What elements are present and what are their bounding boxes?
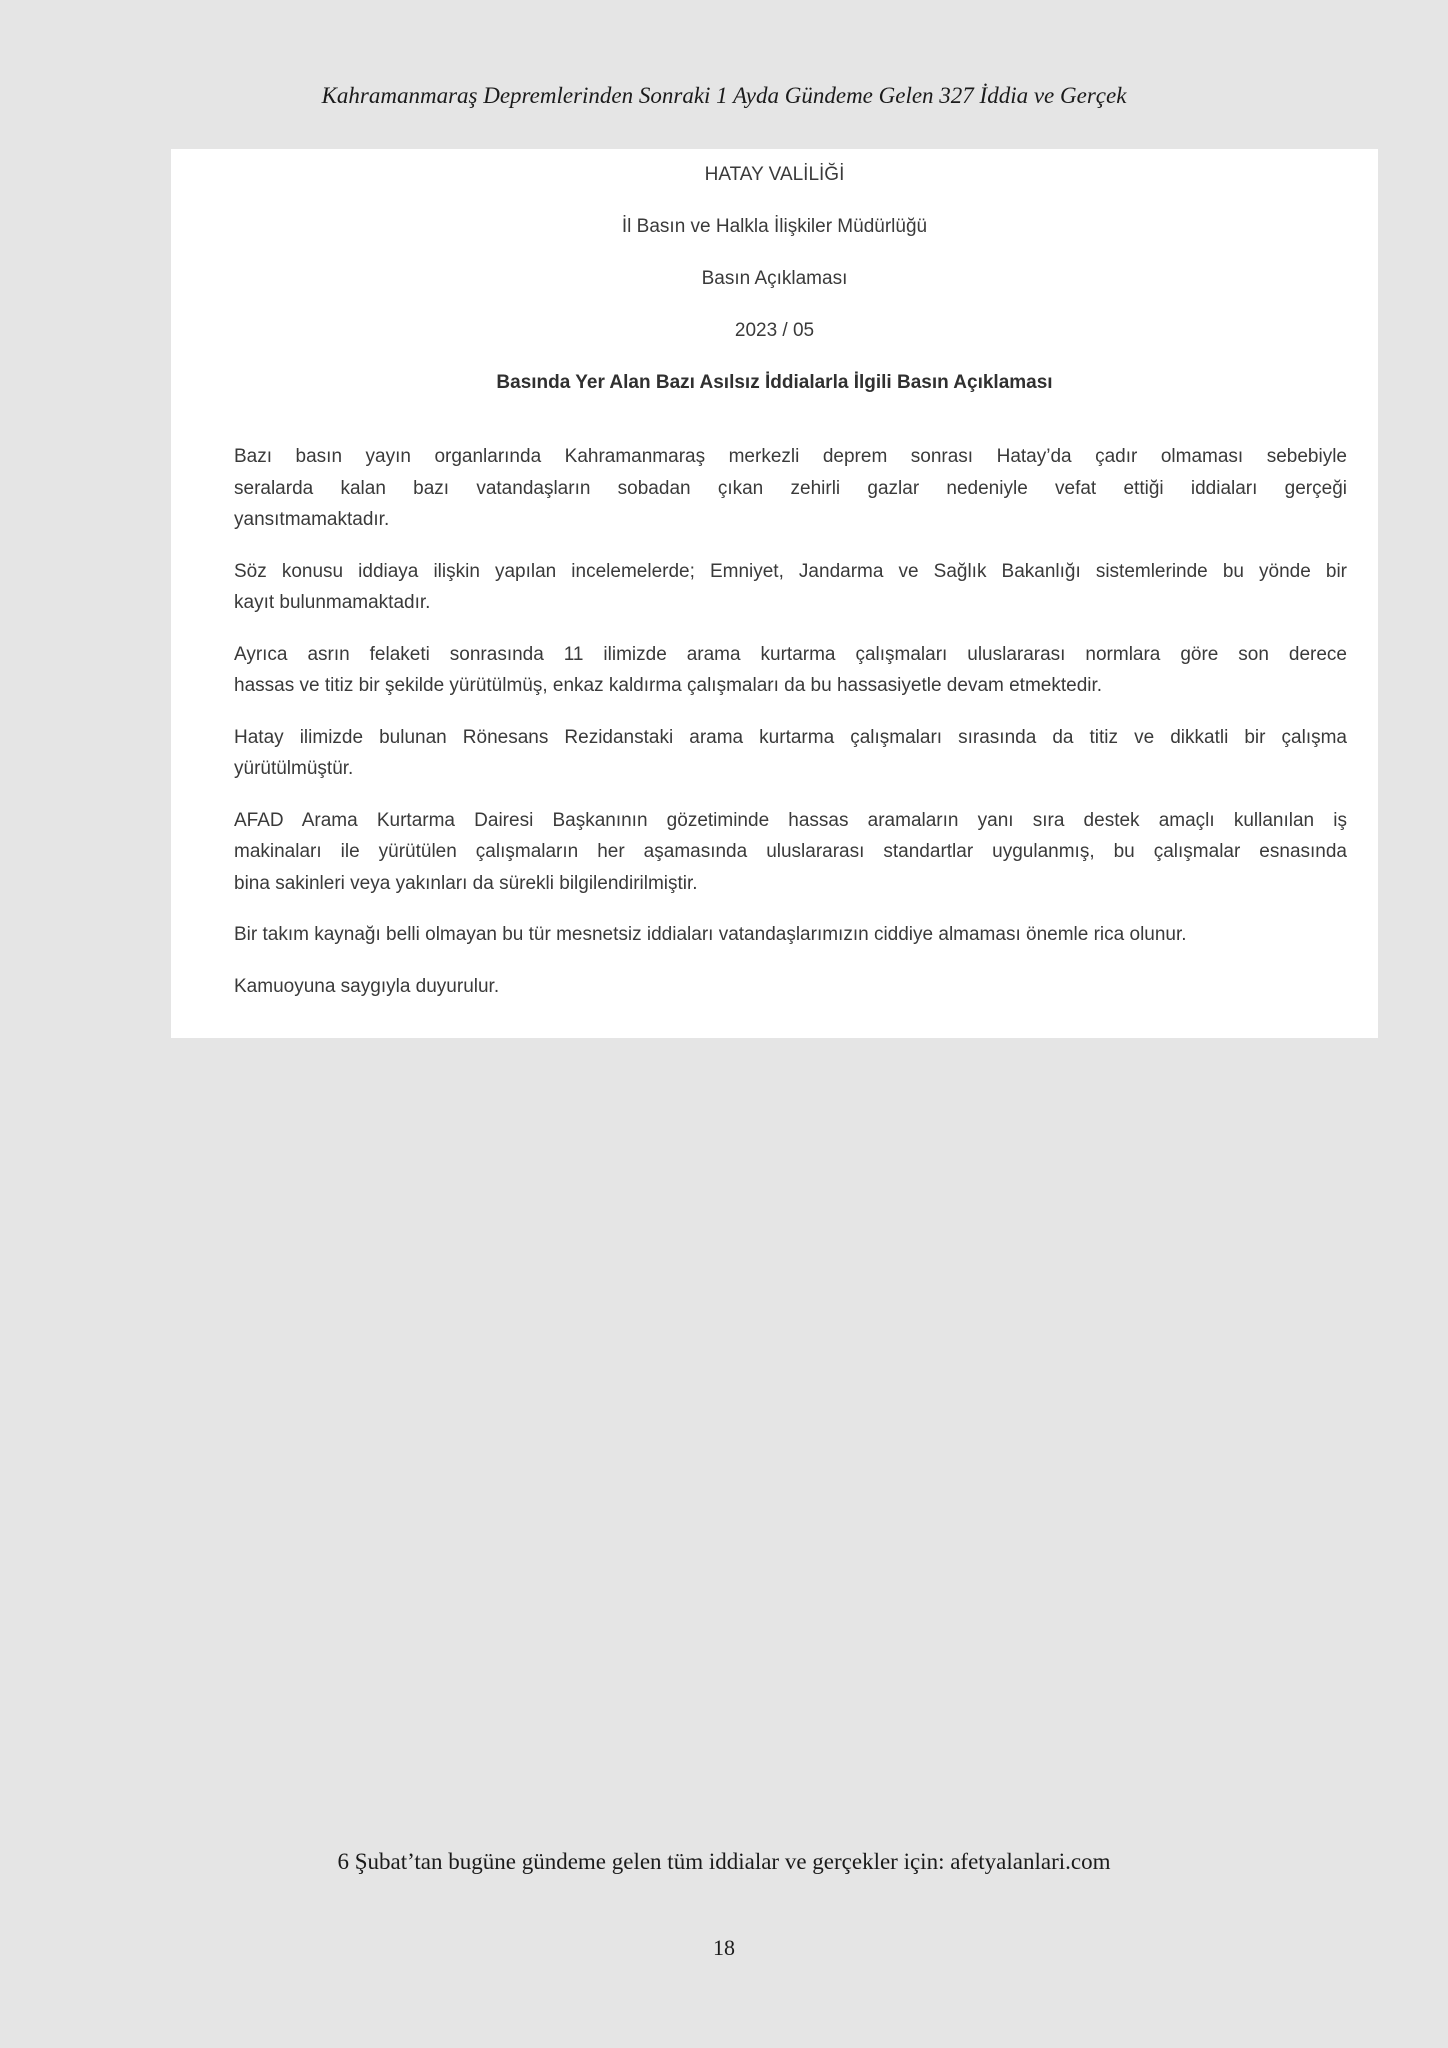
press-release-card [171, 149, 1378, 1038]
press-release-paragraph [234, 639, 1347, 702]
paragraph-line: Hatay ilimizde bulunan Rönesans Rezidanstaki arama kurtarma çalışmaları sırasında da titiz ve dikkatli bir çalışma [234, 726, 1347, 748]
paragraph-line: AFAD Arama Kurtarma Dairesi Başkanının gözetiminde hassas aramaların yanı sıra destek amaçlı kullanılan iş [234, 809, 1347, 831]
paragraph-line: Kamuoyuna saygıyla duyurulur. [234, 975, 500, 997]
paragraph-line: Söz konusu iddiaya ilişkin yapılan incelemelerde; Emniyet, Jandarma ve Sağlık Bakanlığı sistemlerinde bu yönde bir [234, 560, 1347, 582]
page-number: 18 [713, 1935, 735, 1960]
paragraph-line: yansıtmamaktadır. [234, 509, 390, 530]
press-release-headings [171, 149, 1378, 396]
paragraph-line: hassas ve titiz bir şekilde yürütülmüş, enkaz kaldırma çalışmaları da bu hassasiyetle devam etmektedir. [234, 675, 1103, 696]
paragraph-line: Bazı basın yayın organlarında Kahramanmaraş merkezli deprem sonrası Hatay’da çadır olmaması sebebiyle [234, 446, 1347, 467]
paragraph-line: yürütülmüştür. [234, 758, 354, 779]
org-title: HATAY VALİLİĞİ [704, 164, 845, 185]
press-release-paragraph [234, 805, 1347, 900]
press-release-paragraph [234, 971, 1347, 1003]
paragraph-line: Bir takım kaynağı belli olmayan bu tür mesnetsiz iddiaları vatandaşlarımızın ciddiye almaması önemle rica olunur. [234, 924, 1187, 945]
paragraph-line: bina sakinleri veya yakınları da sürekli bilgilendirilmiştir. [234, 872, 698, 894]
running-header-title: Kahramanmaraş Depremlerinden Sonraki 1 Ayda Gündeme Gelen 327 İddia ve Gerçek [321, 83, 1127, 108]
running-footer [0, 1847, 1448, 1877]
press-release-paragraph [234, 722, 1347, 785]
press-release-paragraph [234, 556, 1347, 619]
press-release-paragraph [234, 441, 1347, 536]
running-header [0, 81, 1448, 111]
paragraph-line: kayıt bulunmamaktadır. [234, 592, 431, 613]
doc-type-title: Basın Açıklaması [701, 268, 848, 289]
paragraph-line: seralarda kalan bazı vatandaşların sobadan çıkan zehirli gazlar nedeniyle vefat ettiği iddiaları gerçeği [234, 477, 1347, 499]
press-release-paragraph [234, 919, 1347, 951]
department-title: İl Basın ve Halkla İlişkiler Müdürlüğü [621, 216, 928, 237]
doc-number: 2023 / 05 [734, 320, 815, 341]
paragraph-line: makinaları ile yürütülen çalışmaların her aşamasında uluslararası standartlar uygulanmış, bu çalışmalar esnasında [234, 841, 1347, 862]
subject-title: Basında Yer Alan Bazı Asılsız İddialarla İlgili Basın Açıklaması [496, 372, 1053, 393]
press-release-body [171, 441, 1378, 1002]
footer-note: 6 Şubat’tan bugüne gündeme gelen tüm iddialar ve gerçekler için: afetyalanlari.com [337, 1849, 1111, 1874]
paragraph-line: Ayrıca asrın felaketi sonrasında 11 ilimizde arama kurtarma çalışmaları uluslararası normlara göre son derece [234, 643, 1347, 665]
